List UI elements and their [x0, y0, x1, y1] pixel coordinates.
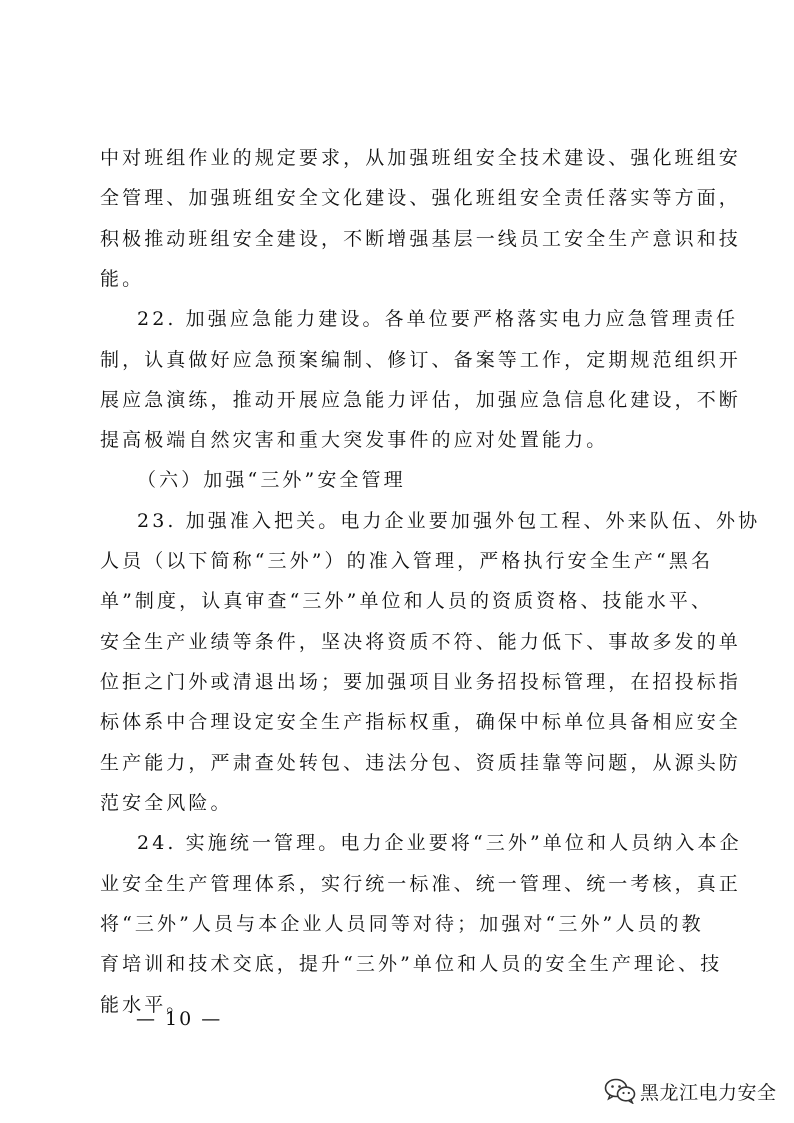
paragraph-line: 育培训和技术交底，提升“三外”单位和人员的安全生产理论、技 [100, 953, 723, 975]
paragraph-line: 展应急演练，推动开展应急能力评估，加强应急信息化建设，不断 [100, 389, 741, 411]
wechat-watermark [604, 1076, 777, 1106]
paragraph-line: 将“三外”人员与本企业人员同等对待；加强对“三外”人员的教 [100, 913, 704, 935]
paragraph-line: 中对班组作业的规定要求，从加强班组安全技术建设、强化班组安 [100, 147, 741, 169]
paragraph-line: 单”制度，认真审查“三外”单位和人员的资质资格、技能水平、 [100, 590, 714, 612]
paragraph-line: 能水平。 [100, 994, 189, 1016]
paragraph-line: 生产能力，严肃查处转包、违法分包、资质挂靠等问题，从源头防 [100, 752, 741, 774]
paragraph-line: 范安全风险。 [100, 792, 233, 814]
paragraph-line: 23. 加强准入把关。电力企业要加强外包工程、外来队伍、外协 [137, 510, 761, 532]
paragraph-line: 24. 实施统一管理。电力企业要将“三外”单位和人员纳入本企 [137, 832, 742, 854]
paragraph-line: 能。 [100, 268, 145, 290]
page-number: — 10 — [136, 1008, 223, 1030]
paragraph-line: 业安全生产管理体系，实行统一标准、统一管理、统一考核，真正 [100, 873, 741, 895]
section-heading: （六）加强“三外”安全管理 [137, 469, 406, 491]
paragraph-line: 积极推动班组安全建设，不断增强基层一线员工安全生产意识和技 [100, 228, 741, 250]
paragraph-line: 制，认真做好应急预案编制、修订、备案等工作，定期规范组织开 [100, 349, 741, 371]
paragraph-line: 人员（以下简称“三外”）的准入管理，严格执行安全生产“黑名 [100, 550, 714, 572]
paragraph-line: 全管理、加强班组安全文化建设、强化班组安全责任落实等方面， [100, 187, 741, 209]
wechat-icon [604, 1078, 636, 1104]
watermark-text: 黑龙江电力安全 [640, 1081, 777, 1104]
paragraph-line: 标体系中合理设定安全生产指标权重，确保中标单位具备相应安全 [100, 711, 741, 733]
paragraph-line: 位拒之门外或清退出场；要加强项目业务招投标管理，在招投标指 [100, 671, 741, 693]
paragraph-line: 安全生产业绩等条件，坚决将资质不符、能力低下、事故多发的单 [100, 631, 741, 653]
paragraph-line: 22. 加强应急能力建设。各单位要严格落实电力应急管理责任 [137, 308, 739, 330]
paragraph-line: 提高极端自然灾害和重大突发事件的应对处置能力。 [100, 429, 609, 451]
